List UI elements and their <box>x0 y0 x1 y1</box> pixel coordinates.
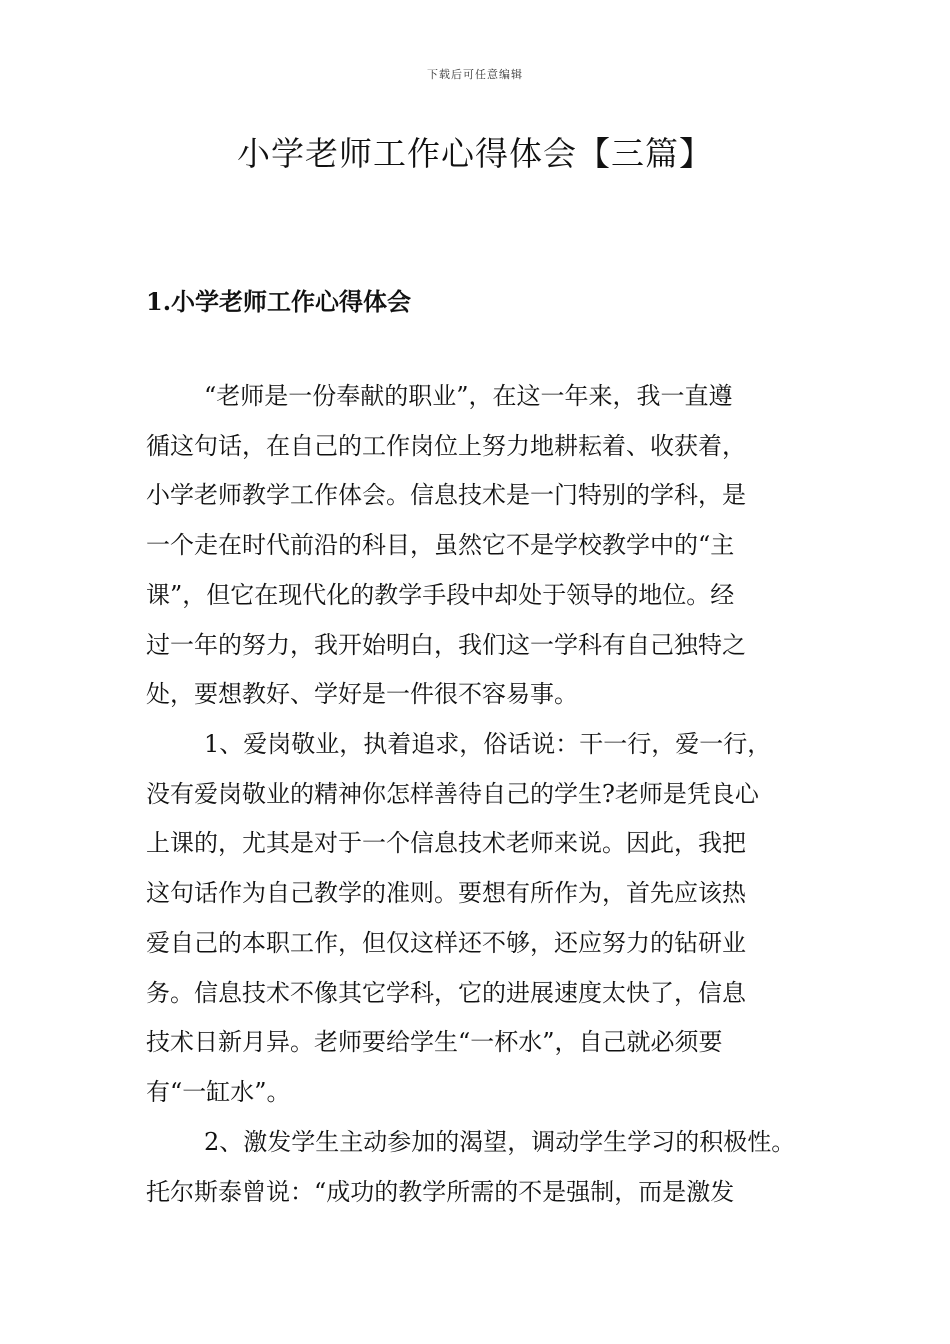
paragraph-line: 这句话作为自己教学的准则。要想有所作为，首先应该热 <box>146 879 746 908</box>
paragraph-line: 循这句话，在自己的工作岗位上努力地耕耘着、收获着， <box>146 431 746 460</box>
paragraph-line: 1、爱岗敬业，执着追求，俗话说：干一行，爱一行， <box>204 730 772 758</box>
paragraph-line: 托尔斯泰曾说：“成功的教学所需的不是强制，而是激发 <box>146 1177 735 1206</box>
paragraph-line: 爱自己的本职工作，但仅这样还不够，还应努力的钻研业 <box>146 928 746 957</box>
paragraph-intro <box>146 372 836 720</box>
paragraph-line: 过一年的努力，我开始明白，我们这一学科有自己独特之 <box>146 630 746 659</box>
header-note: 下载后可任意编辑 <box>427 68 523 81</box>
paragraph-line: 务。信息技术不像其它学科，它的进展速度太快了，信息 <box>146 978 746 1007</box>
paragraph-line: 小学老师教学工作体会。信息技术是一门特别的学科，是 <box>146 481 746 510</box>
paragraph-line: “老师是一份奉献的职业”，在这一年来，我一直遵 <box>204 382 733 410</box>
section-heading: 1.小学老师工作心得体会 <box>146 287 412 316</box>
document-title: 小学老师工作心得体会【三篇】 <box>237 134 713 173</box>
paragraph-line: 技术日新月异。老师要给学生“一杯水”，自己就必须要 <box>146 1028 723 1057</box>
paragraph-point-1 <box>146 720 836 1118</box>
paragraph-line: 处，要想教好、学好是一件很不容易事。 <box>146 680 578 709</box>
paragraph-line: 课”，但它在现代化的教学手段中却处于领导的地位。经 <box>146 580 735 609</box>
paragraph-line: 没有爱岗敬业的精神你怎样善待自己的学生?老师是凭良心 <box>146 779 759 808</box>
paragraph-point-2 <box>146 1118 836 1217</box>
paragraph-line: 一个走在时代前沿的科目，虽然它不是学校教学中的“主 <box>146 531 735 560</box>
paragraph-line: 2、激发学生主动参加的渴望，调动学生学习的积极性。 <box>204 1128 796 1156</box>
paragraph-line: 上课的，尤其是对于一个信息技术老师来说。因此，我把 <box>146 829 746 858</box>
paragraph-line: 有“一缸水”。 <box>146 1077 291 1106</box>
